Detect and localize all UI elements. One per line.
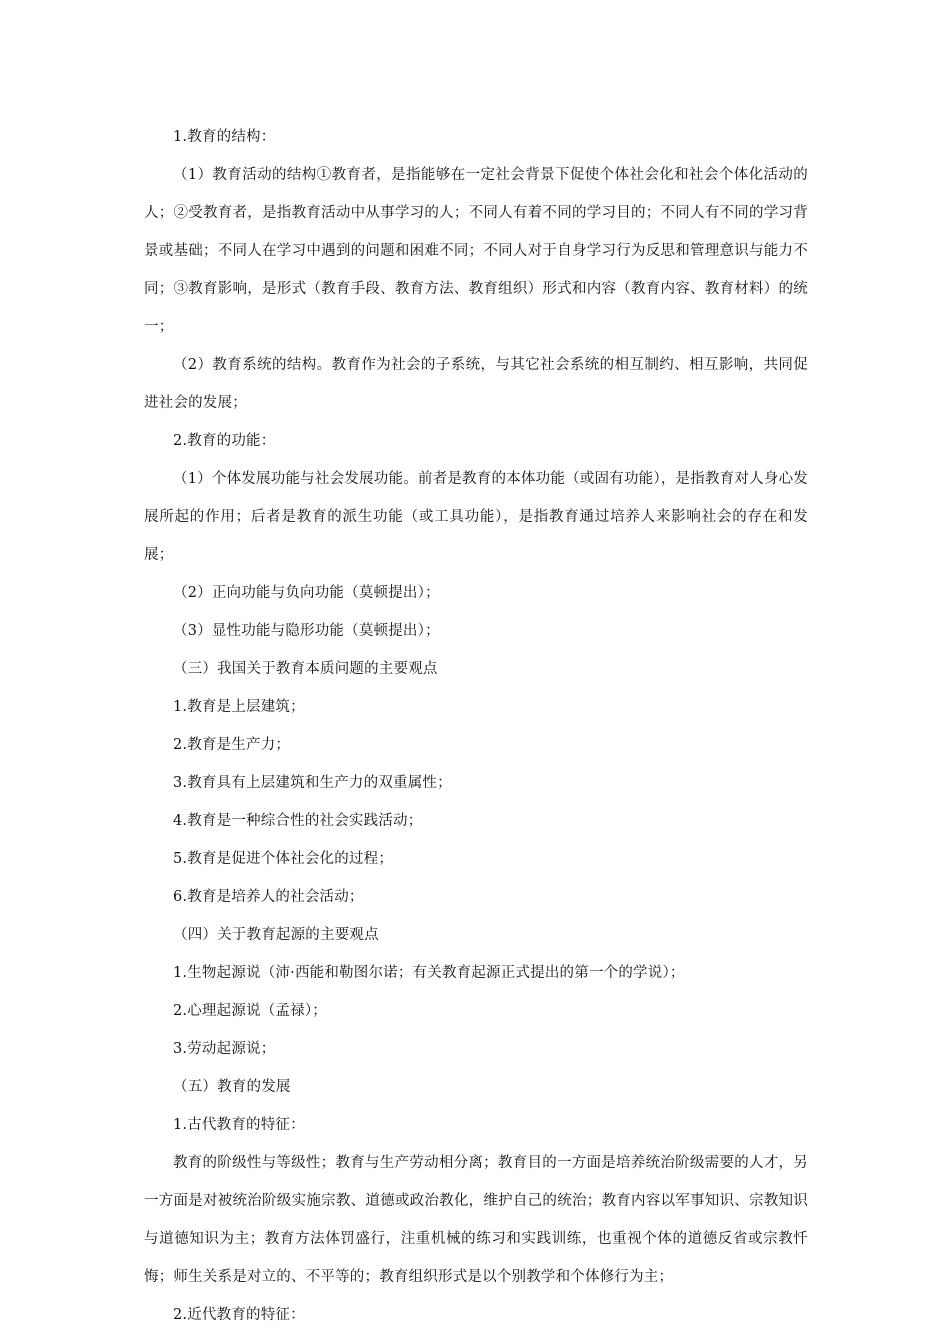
paragraph-modern-education-heading: 2.近代教育的特征： <box>173 1307 305 1323</box>
paragraph-section-three-heading: （三）我国关于教育本质问题的主要观点 <box>173 661 438 677</box>
list-item: 1.教育是上层建筑； <box>173 699 305 715</box>
document-body <box>144 118 808 1334</box>
paragraph-ancient-education-features: 教育的阶级性与等级性；教育与生产劳动相分离；教育目的一方面是培养统治阶级需要的人才，另一方面是对被统治阶级实施宗教、道德或政治教化，维护自己的统治；教育内容以军事知识、宗教知识与道德知识为主；教育方法体罚盛行，注重机械的练习和实践训练，也重视个体的道德反省或宗教忏悔；师生关系是对立的、不平等的；教育组织形式是以个别教学和个体修行为主； <box>144 1155 808 1285</box>
paragraph-individual-social-function: （1）个体发展功能与社会发展功能。前者是教育的本体功能（或固有功能），是指教育对人身心发展所起的作用；后者是教育的派生功能（或工具功能），是指教育通过培养人来影响社会的存在和发展； <box>144 471 808 563</box>
list-item: 3.教育具有上层建筑和生产力的双重属性； <box>173 775 452 791</box>
paragraph-ancient-education-heading: 1.古代教育的特征： <box>173 1117 305 1133</box>
paragraph-system-structure: （2）教育系统的结构。教育作为社会的子系统，与其它社会系统的相互制约、相互影响，共同促进社会的发展； <box>144 357 808 411</box>
list-item: 6.教育是培养人的社会活动； <box>173 889 364 905</box>
paragraph-education-function-heading: 2.教育的功能： <box>173 433 276 449</box>
list-item: 2.心理起源说（孟禄）； <box>173 1003 327 1019</box>
paragraph-section-five-heading: （五）教育的发展 <box>173 1079 291 1095</box>
list-item: 5.教育是促进个体社会化的过程； <box>173 851 394 867</box>
list-item: 1.生物起源说（沛·西能和勒图尔诺；有关教育起源正式提出的第一个的学说）； <box>173 965 685 981</box>
list-item: 4.教育是一种综合性的社会实践活动； <box>173 813 423 829</box>
list-item: 2.教育是生产力； <box>173 737 291 753</box>
paragraph-explicit-implicit-function: （3）显性功能与隐形功能（莫顿提出）； <box>173 623 440 639</box>
paragraph-education-structure-heading: 1.教育的结构： <box>173 129 276 145</box>
paragraph-positive-negative-function: （2）正向功能与负向功能（莫顿提出）； <box>173 585 440 601</box>
list-item: 3.劳动起源说； <box>173 1041 276 1057</box>
paragraph-section-four-heading: （四）关于教育起源的主要观点 <box>173 927 379 943</box>
paragraph-activity-structure: （1）教育活动的结构①教育者，是指能够在一定社会背景下促使个体社会化和社会个体化活动的人；②受教育者，是指教育活动中从事学习的人；不同人有着不同的学习目的；不同人有不同的学习背景或基础；不同人在学习中遇到的问题和困难不同；不同人对于自身学习行为反思和管理意识与能力不同；③教育影响，是形式（教育手段、教育方法、教育组织）形式和内容（教育内容、教育材料）的统一； <box>144 167 808 335</box>
